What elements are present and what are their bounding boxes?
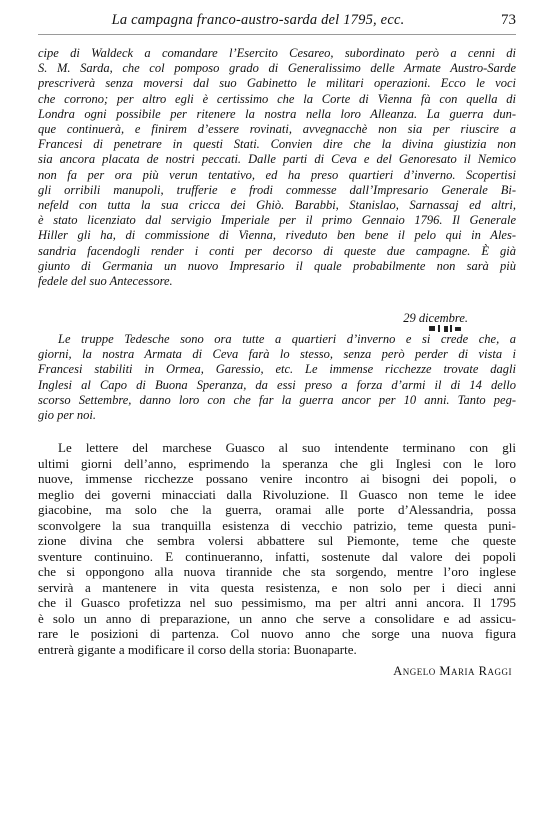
text-line: cipe di Waldeck a comandare l’Esercito Cesareo, subordinato però a cenni di <box>38 46 516 60</box>
text-line: Francesi stabiliti in Ormea, Garessio, etc. Le immense ricchezze trovate dagli <box>38 362 516 377</box>
text-line: Francesi di penetrare in questi Stati. Convien dire che la divina giustizia non <box>38 137 516 152</box>
text-line: rare le posizioni di partenza. Col nuovo anno che sorge una nuova figura <box>38 626 516 641</box>
text-line: gio per noi. <box>38 408 96 423</box>
text-line: Londra ogni possibile per ritenere la nostra nella loro Alleanza. La guerra dun- <box>38 106 516 121</box>
text-line: que continuerà, e finirem d’essere rovinati, avvegnacchè non sia per riuscire a <box>38 122 516 137</box>
text-line: sconvolgere la sua tranquilla esistenza di vecchio patrizio, teme questa puni- <box>38 517 516 533</box>
text-line: sventure continuino. E continueranno, infatti, sostenute dal valore dei popoli <box>38 548 516 564</box>
text-line: non fa per ora più verun tentativo, ed ha preso quartieri d’inverno. Scopertisi <box>38 167 516 182</box>
text-line: sia ancora placata de nostri peccati. Dalle parti di Ceva e del Genoresato il Nemico <box>38 152 516 167</box>
text-line: scorso Settembre, danno loro con che far la guerra ancor per 10 anni. Tanto peg- <box>38 392 516 407</box>
text-line: servirà a mantenere in vita questa resistenza, e non solo per i dieci anni <box>38 579 516 595</box>
text-line: prescriverà senza moversi dal suo Gabinetto le militari operazioni. Ecco le voci <box>38 76 516 91</box>
text-line: che il Guasco profetizza nel suo pessimismo, ma per altri anni ancora. Il 1795 <box>38 595 516 610</box>
text-line: zione divina che sembra volersi abbattere sul Piemonte, teme che queste <box>38 533 516 548</box>
text-line: Inglesi al Capo di Buona Speranza, da essi preso a forza d’armi il di 14 dello <box>38 377 516 392</box>
running-title: La campagna franco-austro-sarda del 1795, ecc. <box>111 12 405 28</box>
page-header <box>38 12 516 34</box>
text-line: S. M. Sarda, che col pomposo grado di Generalissimo delle Armate Austro-Sarde <box>38 61 516 76</box>
text-line: sandria facendogli render i conti per decorso di queste due campagne. È già <box>38 243 516 258</box>
text-line: è solo un anno di preparazione, un anno che serve a consolidare e ad assicu- <box>38 610 516 626</box>
text-line: entrerà gigante a modificare il corso della storia: Buonaparte. <box>38 641 357 657</box>
text-line: giunto di Germania un nuovo Impresario il quale probabilmente non sarà più <box>38 258 516 273</box>
commentary-paragraph <box>38 440 516 657</box>
text-line: meglio dei governi minacciati dalla Rivoluzione. Il Guasco non teme le idee <box>38 486 516 502</box>
text-line: Le lettere del marchese Guasco al suo intendente terminano con gli <box>58 440 516 455</box>
letter-dateline: 29 dicembre. <box>403 311 468 325</box>
text-line: giorni, la nostra Armata di Ceva farà lo stesso, senza però perder di vista i <box>38 347 516 362</box>
text-line: è stato licenziato dal servigio Imperiale per il primo Gennaio 1796. Il Generale <box>38 213 516 228</box>
text-line: che si oppongono alla nuova tirannide che sta sorgendo, mentre l’oro inglese <box>38 564 516 579</box>
text-line: che corrono; per altro egli è certissimo che la Corte di Vienna fà con quella di <box>38 91 516 106</box>
header-rule <box>38 34 516 35</box>
text-line: gli orribili manupoli, trufferie e frodi commesse dall’Impresario Generale Bi- <box>38 182 516 197</box>
text-line: giacobine, ma solo che la guerra, oramai alle porte d’Alessandria, possa <box>38 502 516 517</box>
text-line: fedele del suo Antecessore. <box>38 274 173 289</box>
author-signature: Angelo Maria Raggi <box>393 664 512 678</box>
text-line: Hiller gli ha, di commissione di Vienna, riveduto ben bene il pelo qui in Ales- <box>38 228 516 243</box>
text-line: Le truppe Tedesche sono ora tutte a quartieri d’inverno e si crede che, a <box>58 332 516 346</box>
quoted-letter-paragraph-2 <box>38 332 516 423</box>
quoted-letter-paragraph <box>38 46 516 289</box>
page-number: 73 <box>501 12 516 28</box>
text-line: ultimi giorni dell’anno, esprimendo la speranza che gli Inglesi con le loro <box>38 455 516 471</box>
text-line: nuove, immense ricchezze possano venire incontro ai bisogni dei popoli, o <box>38 471 516 486</box>
text-line: nefeld con tutta la sua cricca dei Ghiò. Barabbi, Stanislao, Sarnassaj ed altri, <box>38 198 516 213</box>
